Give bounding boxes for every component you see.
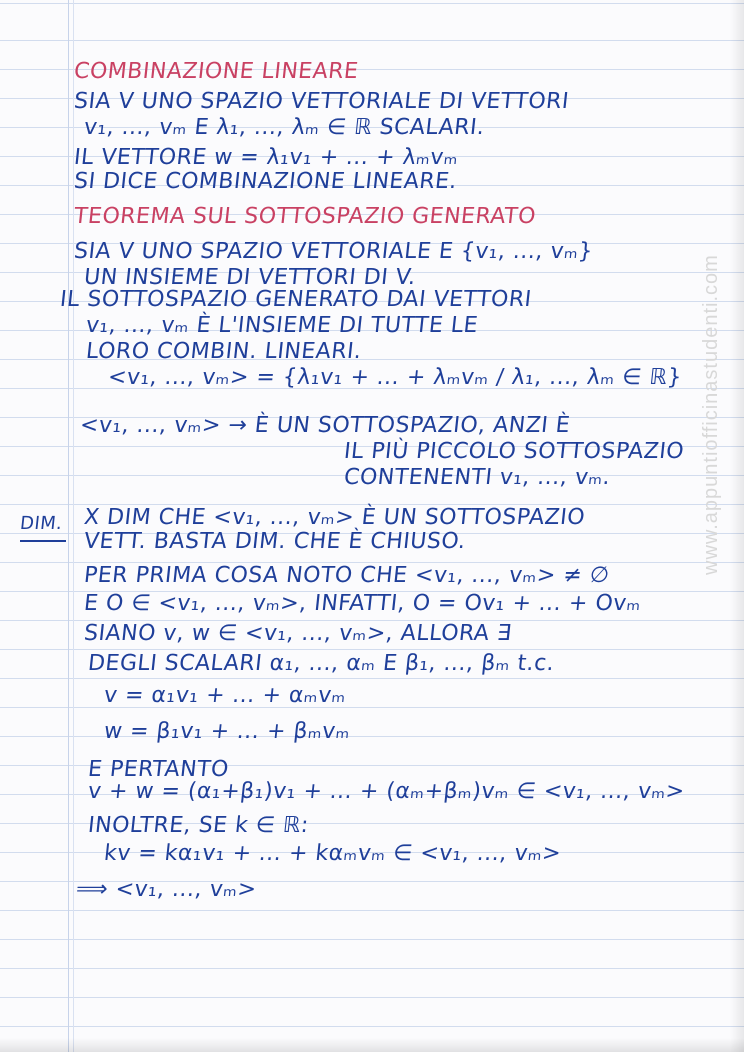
proof-label: DIM. bbox=[18, 513, 64, 534]
definition-line: SI DICE COMBINAZIONE LINEARE. bbox=[72, 169, 459, 194]
proof-formula: v + w = (α₁+β₁)v₁ + ... + (αₘ+βₘ)vₘ ∈ <v₁, ..., vₘ> bbox=[86, 779, 686, 804]
proof-label-underline bbox=[20, 540, 66, 542]
theorem-line: v₁, ..., vₘ È L'INSIEME DI TUTTE LE bbox=[84, 313, 480, 338]
definition-line: v₁, ..., vₘ E λ₁, ..., λₘ ∈ ℝ SCALARI. bbox=[82, 115, 486, 140]
proof-line: E O ∈ <v₁, ..., vₘ>, INFATTI, O = Ov₁ + ... + Ovₘ bbox=[82, 591, 643, 616]
proof-line: SIANO v, w ∈ <v₁, ..., vₘ>, ALLORA ∃ bbox=[82, 621, 513, 646]
theorem-formula: <v₁, ..., vₘ> = {λ₁v₁ + ... + λₘvₘ / λ₁, ..., λₘ ∈ ℝ} bbox=[106, 365, 684, 390]
proof-conclusion: ⟹ <v₁, ..., vₘ> bbox=[74, 877, 258, 902]
proof-line: PER PRIMA COSA NOTO CHE <v₁, ..., vₘ> ≠ ∅ bbox=[82, 563, 611, 588]
margin-line bbox=[68, 0, 69, 1052]
proof-line: X DIM CHE <v₁, ..., vₘ> È UN SOTTOSPAZIO bbox=[82, 505, 587, 530]
theorem-line: CONTENENTI v₁, ..., vₘ. bbox=[342, 465, 612, 490]
proof-line: VETT. BASTA DIM. CHE È CHIUSO. bbox=[82, 529, 468, 554]
section-title-linear-combination: COMBINAZIONE LINEARE bbox=[72, 59, 360, 84]
watermark: www.appuntiofficinastudenti.com bbox=[700, 254, 722, 575]
proof-line: DEGLI SCALARI α₁, ..., αₘ E β₁, ..., βₘ t.c. bbox=[86, 651, 556, 676]
page-bottom-shadow bbox=[0, 1038, 744, 1052]
definition-line: IL VETTORE w = λ₁v₁ + ... + λₘvₘ bbox=[72, 145, 460, 170]
theorem-line: IL SOTTOSPAZIO GENERATO DAI VETTORI bbox=[58, 287, 533, 312]
proof-formula: w = β₁v₁ + ... + βₘvₘ bbox=[102, 719, 352, 744]
proof-line: INOLTRE, SE k ∈ ℝ: bbox=[86, 813, 311, 838]
section-title-theorem: TEOREMA SUL SOTTOSPAZIO GENERATO bbox=[72, 204, 538, 229]
definition-line: SIA V UNO SPAZIO VETTORIALE DI VETTORI bbox=[72, 89, 571, 114]
proof-formula: v = α₁v₁ + ... + αₘvₘ bbox=[102, 683, 348, 708]
theorem-line: SIA V UNO SPAZIO VETTORIALE E {v₁, ..., vₘ} bbox=[72, 239, 595, 264]
proof-line: E PERTANTO bbox=[86, 757, 231, 782]
proof-formula: kv = kα₁v₁ + ... + kαₘvₘ ∈ <v₁, ..., vₘ> bbox=[102, 841, 563, 866]
theorem-line: <v₁, ..., vₘ> → È UN SOTTOSPAZIO, ANZI È bbox=[78, 413, 572, 438]
page-edge-shadow bbox=[730, 0, 744, 1052]
theorem-line: IL PIÙ PICCOLO SOTTOSPAZIO bbox=[342, 439, 686, 464]
theorem-line: UN INSIEME DI VETTORI DI V. bbox=[82, 265, 418, 290]
theorem-line: LORO COMBIN. LINEARI. bbox=[84, 339, 363, 364]
